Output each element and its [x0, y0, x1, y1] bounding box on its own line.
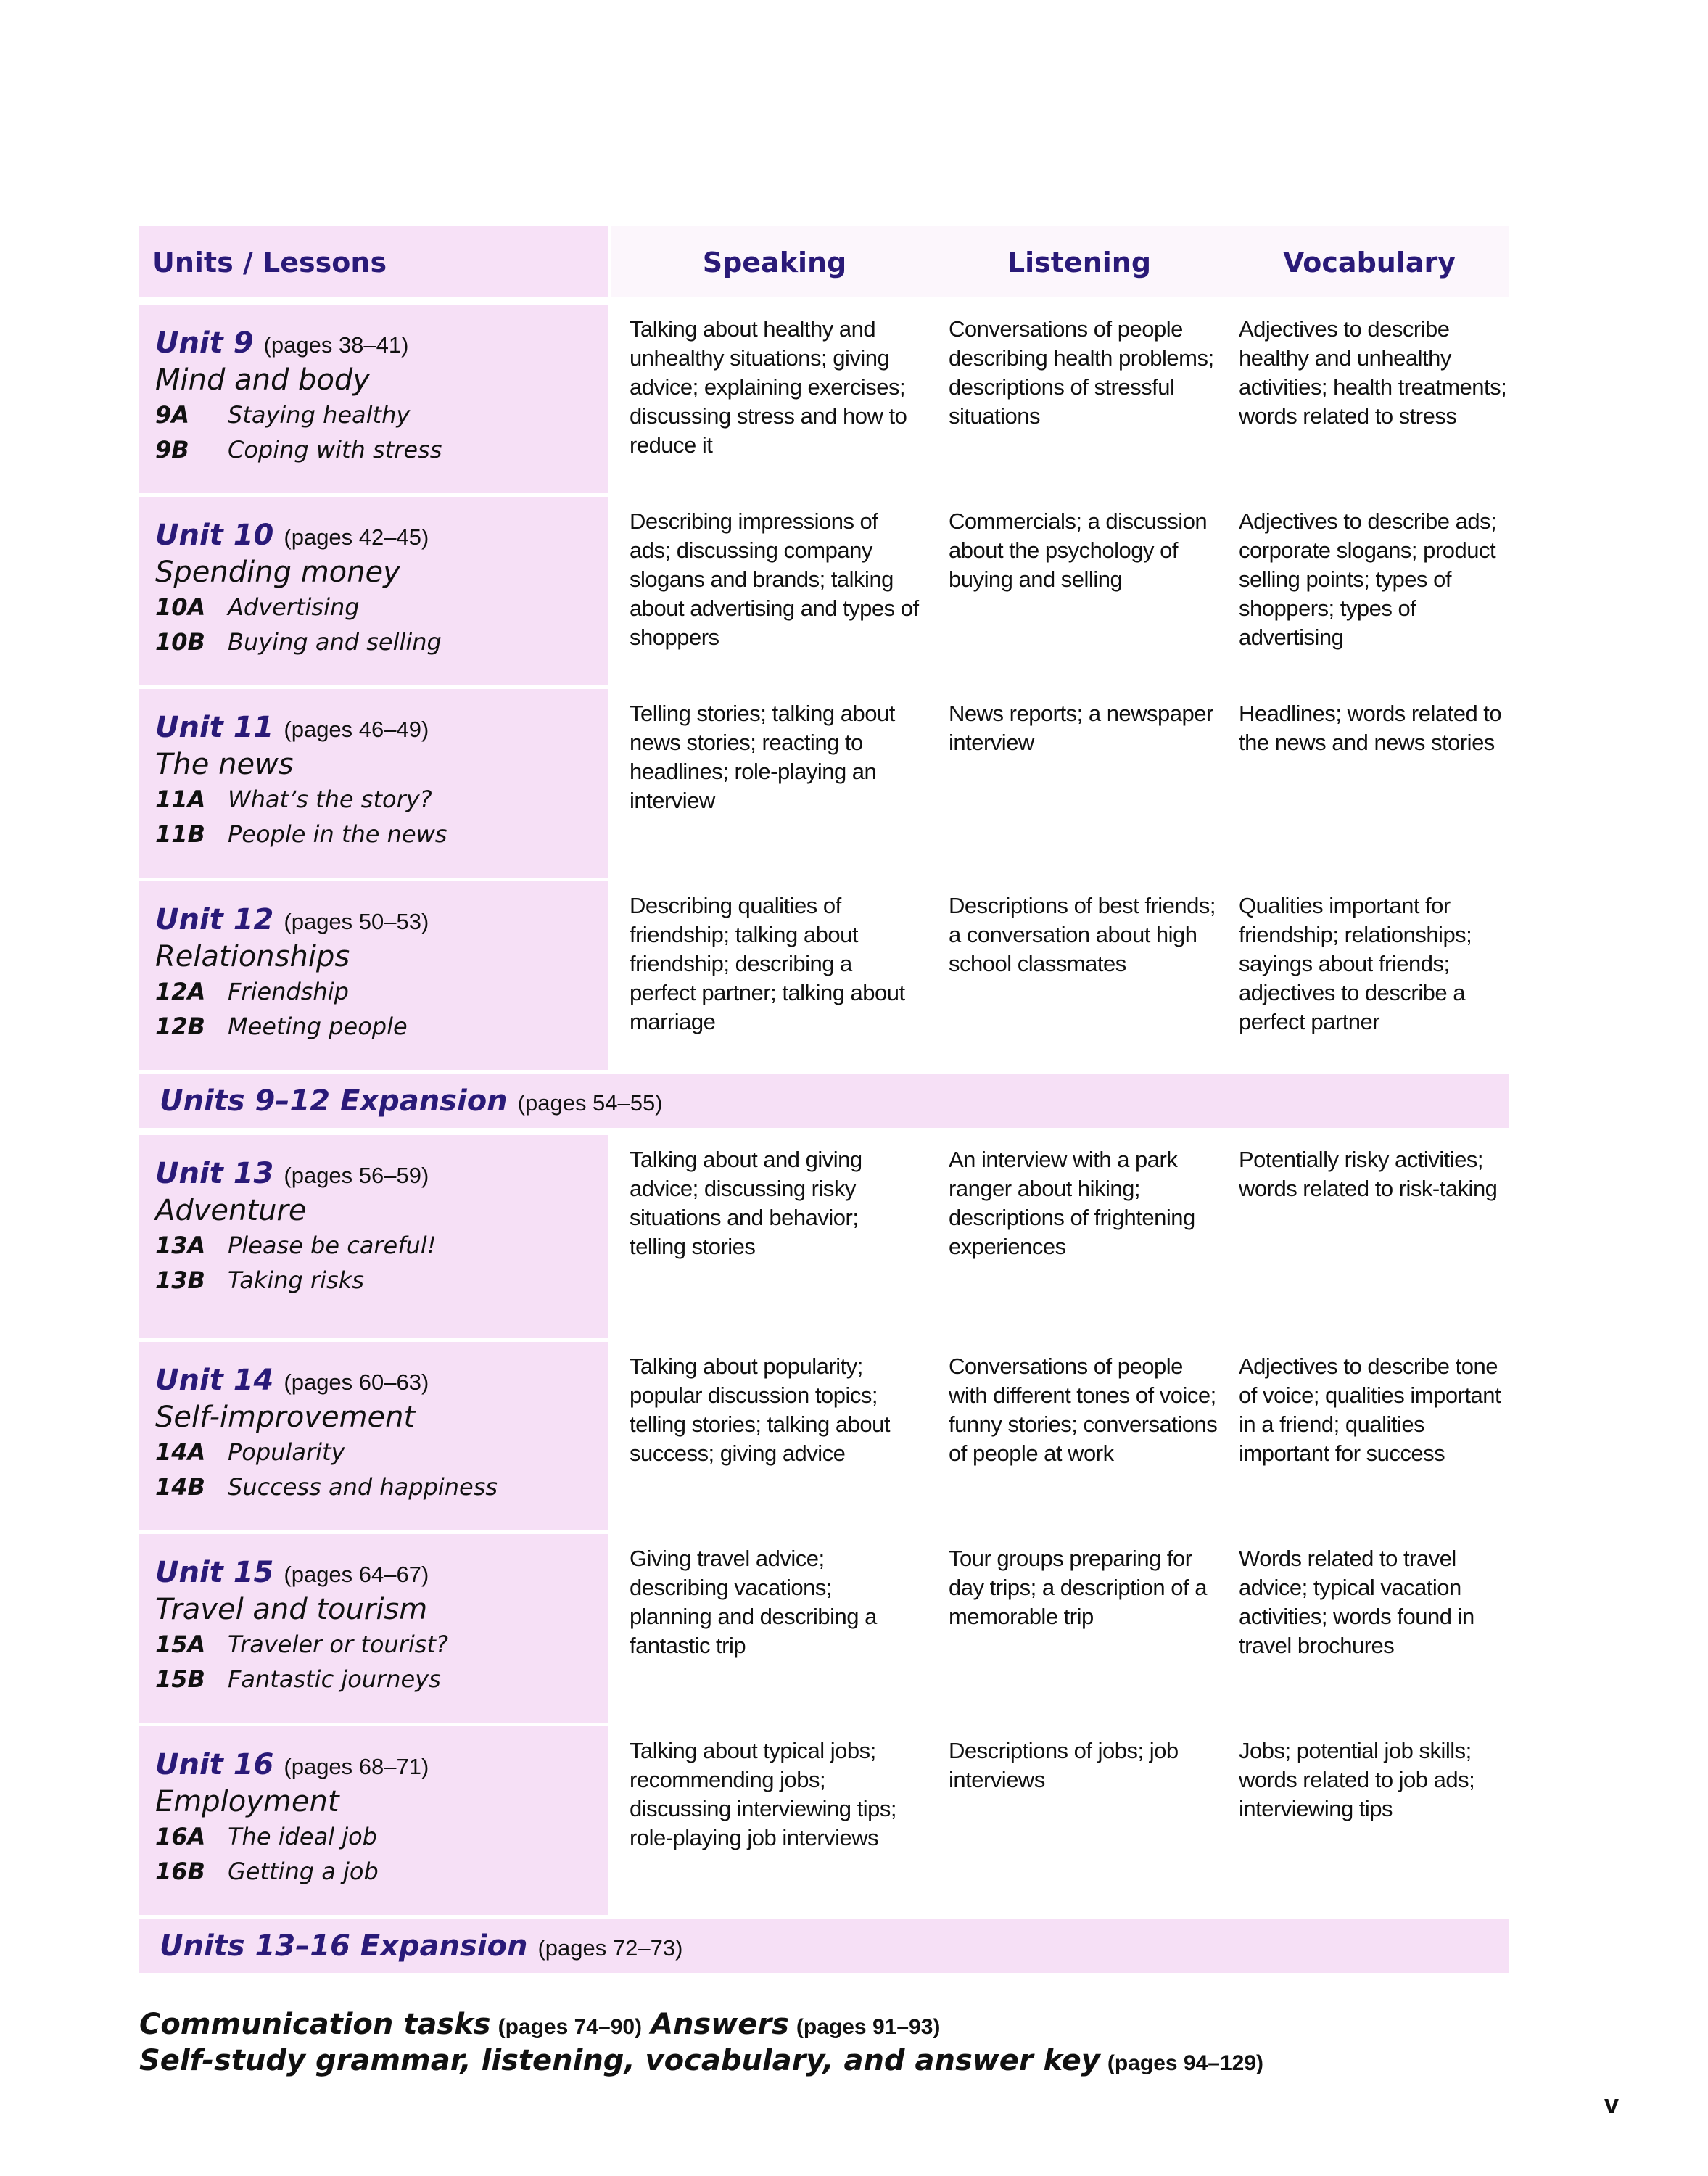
unit-heading — [155, 1157, 437, 1190]
unit-heading — [155, 1748, 429, 1781]
speaking-cell: Talking about typical jobs; recommending jobs; discussing interviewing tips; role-playing job interviews — [630, 1738, 897, 1850]
lesson-name: What’s the story? — [228, 786, 432, 813]
speaking-cell: Describing impressions of ads; discussing company slogans and brands; talking about advertising and types of shoppers — [630, 508, 919, 650]
speaking-cell: Talking about and giving advice; discussing risky situations and behavior; telling stories — [630, 1147, 862, 1259]
expansion-pages: (pages 54–55) — [517, 1090, 663, 1116]
unit-label: Unit 11 — [155, 711, 274, 744]
lesson-code: 10B — [155, 628, 205, 656]
self-study-pages: (pages 94–129) — [1107, 2051, 1264, 2075]
lesson-item — [155, 1263, 437, 1298]
unit-label: Unit 15 — [155, 1556, 274, 1589]
unit-cell — [139, 1135, 608, 1338]
vocabulary-cell: Words related to travel advice; typical vacation activities; words found in travel brochures — [1239, 1546, 1474, 1658]
unit-pages: (pages 50–53) — [284, 909, 429, 934]
unit-heading — [155, 711, 447, 744]
unit-block — [155, 1556, 448, 1697]
unit-heading — [155, 903, 429, 936]
lesson-item — [155, 1662, 448, 1697]
expansion-band — [139, 1074, 1509, 1128]
lesson-name: Advertising — [228, 593, 360, 621]
lesson-name: The ideal job — [228, 1823, 378, 1850]
lesson-code: 12B — [155, 1013, 205, 1040]
unit-pages: (pages 42–45) — [284, 524, 429, 550]
listening-cell: Conversations of people with different tones of voice; funny stories; conversations of people at work — [949, 1353, 1218, 1466]
lesson-item — [155, 1627, 448, 1662]
unit-label: Unit 16 — [155, 1748, 274, 1781]
unit-label: Unit 13 — [155, 1157, 274, 1190]
header-speaking: Speaking — [702, 247, 847, 279]
unit-title: The news — [155, 748, 294, 781]
unit-title: Travel and tourism — [155, 1593, 428, 1626]
lesson-item — [155, 432, 442, 467]
listening-cell: Descriptions of best friends; a conversation about high school classmates — [949, 893, 1216, 976]
lesson-name: Coping with stress — [228, 436, 442, 463]
unit-cell — [139, 1342, 608, 1530]
page-number: v — [1604, 2089, 1620, 2119]
unit-heading — [155, 326, 442, 360]
unit-block — [155, 519, 442, 659]
unit-title: Adventure — [155, 1194, 307, 1227]
unit-title: Employment — [155, 1785, 339, 1818]
expansion-title: Units 13–16 Expansion — [160, 1929, 528, 1963]
unit-heading — [155, 1556, 448, 1589]
unit-title: Mind and body — [155, 363, 370, 397]
answers-link: Answers — [651, 2008, 789, 2041]
lesson-item — [155, 1009, 429, 1044]
expansion-title: Units 9–12 Expansion — [160, 1084, 508, 1118]
unit-cell — [139, 1726, 608, 1915]
lesson-code: 10A — [155, 593, 206, 621]
speaking-cell: Talking about healthy and unhealthy situations; giving advice; explaining exercises; discussing stress and how to reduce it — [630, 316, 907, 458]
speaking-cell: Describing qualities of friendship; talking about friendship; describing a perfect partner; talking about marriage — [630, 893, 905, 1034]
vocabulary-cell: Adjectives to describe ads; corporate slogans; product selling points; types of shoppers; types of advertising — [1239, 508, 1497, 650]
expansion-heading — [160, 1929, 682, 1963]
lesson-name: People in the news — [228, 820, 447, 848]
lesson-name: Please be careful! — [228, 1232, 437, 1259]
unit-title: Spending money — [155, 556, 400, 589]
unit-cell — [139, 305, 608, 493]
listening-cell: Descriptions of jobs; job interviews — [949, 1738, 1179, 1792]
lesson-name: Friendship — [228, 978, 349, 1005]
unit-label: Unit 9 — [155, 326, 254, 360]
lesson-code: 12A — [155, 978, 206, 1005]
lesson-name: Popularity — [228, 1438, 345, 1466]
unit-label: Unit 12 — [155, 903, 274, 936]
lesson-item — [155, 1470, 498, 1504]
lesson-code: 16B — [155, 1858, 205, 1885]
listening-cell: Tour groups preparing for day trips; a description of a memorable trip — [949, 1546, 1207, 1629]
lesson-code: 11B — [155, 820, 205, 848]
footer-line-2 — [139, 2044, 1272, 2077]
lesson-item — [155, 625, 442, 659]
vocabulary-cell: Potentially risky activities; words related to risk-taking — [1239, 1147, 1498, 1201]
lesson-name: Traveler or tourist? — [228, 1631, 448, 1658]
vocabulary-cell: Adjectives to describe tone of voice; qualities important in a friend; qualities important for success — [1239, 1353, 1501, 1466]
unit-block — [155, 1748, 429, 1889]
unit-pages: (pages 64–67) — [284, 1562, 429, 1587]
unit-pages: (pages 60–63) — [284, 1369, 429, 1395]
unit-pages: (pages 38–41) — [263, 332, 409, 358]
lesson-code: 14B — [155, 1473, 205, 1501]
unit-block — [155, 1364, 498, 1504]
lesson-code: 15A — [155, 1631, 206, 1658]
header-vocabulary: Vocabulary — [1282, 247, 1456, 279]
unit-cell — [139, 497, 608, 685]
expansion-heading — [160, 1084, 663, 1118]
unit-title: Self-improvement — [155, 1401, 416, 1434]
header-units-lessons: Units / Lessons — [152, 247, 387, 279]
listening-cell: Commercials; a discussion about the psychology of buying and selling — [949, 508, 1208, 592]
unit-cell — [139, 881, 608, 1070]
expansion-pages: (pages 72–73) — [537, 1935, 683, 1961]
listening-cell: Conversations of people describing health problems; descriptions of stressful situations — [949, 316, 1214, 429]
unit-cell — [139, 1534, 608, 1723]
lesson-code: 16A — [155, 1823, 206, 1850]
lesson-item — [155, 974, 429, 1009]
lesson-code: 15B — [155, 1665, 205, 1693]
unit-block — [155, 711, 447, 852]
lesson-item — [155, 817, 447, 852]
vocabulary-cell: Jobs; potential job skills; words related to job ads; interviewing tips — [1239, 1738, 1475, 1821]
unit-pages: (pages 68–71) — [284, 1754, 429, 1779]
lesson-code: 13A — [155, 1232, 206, 1259]
lesson-name: Meeting people — [228, 1013, 408, 1040]
listening-cell: News reports; a newspaper interview — [949, 701, 1213, 755]
communication-tasks-link: Communication tasks — [139, 2008, 491, 2041]
unit-heading — [155, 519, 442, 552]
footer-line-1 — [139, 2008, 949, 2041]
answers-pages: (pages 91–93) — [796, 2015, 941, 2039]
unit-label: Unit 14 — [155, 1364, 274, 1397]
unit-pages: (pages 56–59) — [284, 1163, 429, 1188]
lesson-item — [155, 782, 447, 817]
vocabulary-cell: Adjectives to describe healthy and unhealthy activities; health treatments; words related to stress — [1239, 316, 1507, 429]
lesson-code: 9B — [155, 436, 189, 463]
speaking-cell: Giving travel advice; describing vacations; planning and describing a fantastic trip — [630, 1546, 877, 1658]
lesson-item — [155, 1819, 429, 1854]
lesson-item — [155, 397, 442, 432]
unit-pages: (pages 46–49) — [284, 717, 429, 742]
vocabulary-cell: Headlines; words related to the news and news stories — [1239, 701, 1502, 755]
expansion-band — [139, 1919, 1509, 1973]
unit-block — [155, 903, 429, 1044]
lesson-name: Fantastic journeys — [228, 1665, 441, 1693]
lesson-code: 13B — [155, 1266, 205, 1294]
header-listening: Listening — [1007, 247, 1152, 279]
communication-pages: (pages 74–90) — [498, 2015, 643, 2039]
lesson-name: Getting a job — [228, 1858, 379, 1885]
lesson-code: 11A — [155, 786, 206, 813]
lesson-code: 9A — [155, 401, 190, 429]
unit-block — [155, 326, 442, 467]
speaking-cell: Talking about popularity; popular discussion topics; telling stories; talking about success; giving advice — [630, 1353, 890, 1466]
unit-block — [155, 1157, 437, 1298]
unit-label: Unit 10 — [155, 519, 274, 552]
lesson-item — [155, 1228, 437, 1263]
unit-heading — [155, 1364, 498, 1397]
lesson-item — [155, 1854, 429, 1889]
listening-cell: An interview with a park ranger about hiking; descriptions of frightening experiences — [949, 1147, 1195, 1259]
lesson-name: Buying and selling — [228, 628, 442, 656]
lesson-name: Staying healthy — [228, 401, 411, 429]
lesson-code: 14A — [155, 1438, 206, 1466]
vocabulary-cell: Qualities important for friendship; relationships; sayings about friends; adjectives to describe a perfect partner — [1239, 893, 1472, 1034]
speaking-cell: Telling stories; talking about news stories; reacting to headlines; role-playing an interview — [630, 701, 895, 813]
lesson-name: Success and happiness — [228, 1473, 498, 1501]
lesson-item — [155, 590, 442, 625]
lesson-name: Taking risks — [228, 1266, 364, 1294]
lesson-item — [155, 1435, 498, 1470]
unit-title: Relationships — [155, 940, 350, 973]
unit-cell — [139, 689, 608, 878]
self-study-link: Self-study grammar, listening, vocabulary, and answer key — [139, 2044, 1100, 2077]
